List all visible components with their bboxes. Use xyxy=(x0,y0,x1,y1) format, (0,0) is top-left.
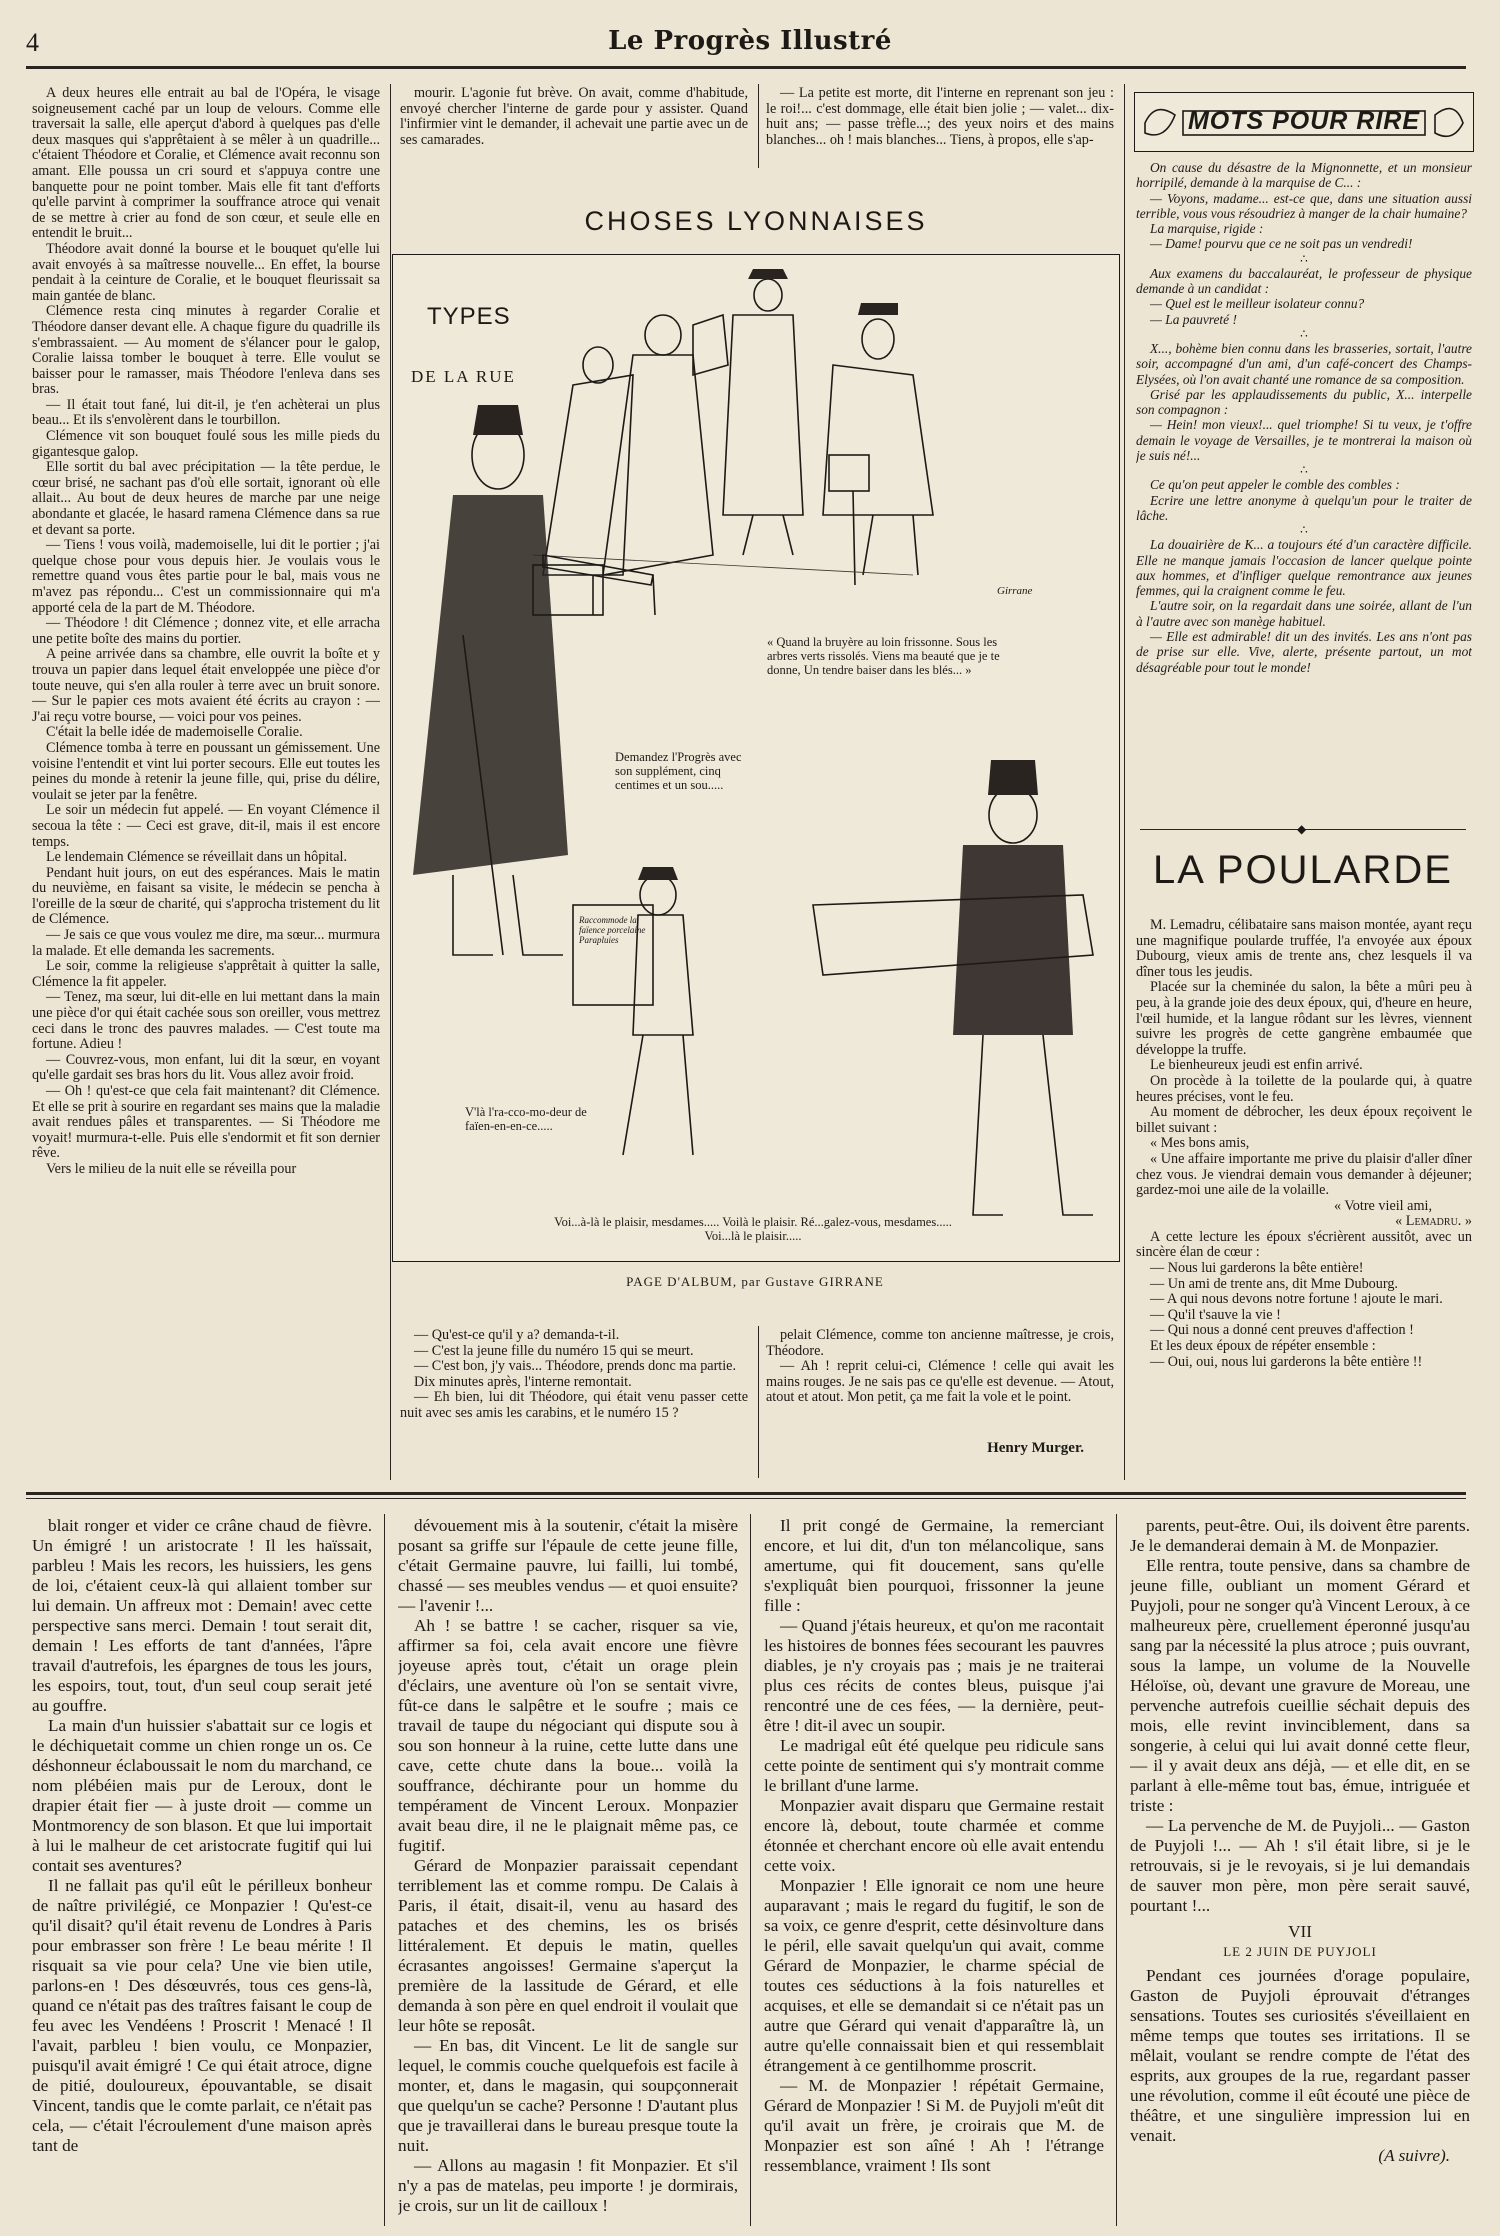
paragraph: Le soir, comme la religieuse s'apprêtait à quitter la salle, Clémence la fit appeler. xyxy=(32,958,380,990)
story-column-3-top: — La petite est morte, dit l'interne en reprenant son jeu : le roi!... c'est dommage, elle était bien jolie ; — valet... dix-huit ans; — passe trèfle...; des yeux noirs et des mains blanches... oh ! mais blanches... Tiens, à propos, elle s'ap- xyxy=(766,86,1114,148)
paragraph: parents, peut-être. Oui, ils doivent être parents. Je le demanderai demain à M. de Monpazier. xyxy=(1130,1516,1470,1555)
separator-ornament: ∴ xyxy=(1300,251,1308,266)
joke-paragraph: — Dame! pourvu que ce ne soit pas un vendredi! xyxy=(1150,236,1413,252)
paragraph: — C'est bon, j'y vais... Théodore, prends donc ma partie. xyxy=(414,1358,737,1375)
story-column-2-bottom xyxy=(400,1328,748,1478)
paragraph: Elle sortit du bal avec précipitation — la tête perdue, le cœur brisé, ne sachant pas d'où elle sortait, ignorant où elle allait... Au bout de deux heures de marche par une neige abondante et glacée, le hasard ramena Clémence dans sa rue et devant sa porte. xyxy=(32,459,380,538)
quote-bruyere: « Quand la bruyère au loin frissonne. Sous les arbres verts rissolés. Viens ma beauté que je te donne, Un tendre baiser dans les blés... » xyxy=(767,635,1000,677)
paragraph: C'était la belle idée de mademoiselle Coralie. xyxy=(46,724,303,741)
paragraph: — Nous lui garderons la bête entière! xyxy=(1150,1260,1364,1277)
paragraph: — Quand j'étais heureux, et qu'on me racontait les histoires de bonnes fées secourant les pauvres diables, je n'y croyais pas ; mais je ne traiterai plus ces récits de contes bleus, puisque j'ai rencontré une de ces fées, — la dernière, peut-être ! dit-il avec un soupir. xyxy=(764,1616,1104,1735)
quote-plaisir: Voi...à-là le plaisir, mesdames..... Voilà le plaisir. Ré...galez-vous, mesdames..... Voi...là le plaisir..... xyxy=(554,1215,952,1243)
mots-title: MOTS POUR RIRE xyxy=(1187,107,1421,135)
paragraph: Il prit congé de Germaine, la remerciant encore, et lui dit, d'un ton mélancolique, sans amertume, qui fit doucement, sans qu'elle s'expliquât bien pourquoi, frissonner la jeune fille : xyxy=(764,1516,1104,1615)
feuilleton-rule-thin xyxy=(26,1498,1466,1499)
column-divider xyxy=(758,84,759,168)
poularde-title: LA POULARDE xyxy=(1153,848,1453,892)
paragraph: — A qui nous devons notre fortune ! ajoute le mari. xyxy=(1150,1291,1443,1308)
joke-paragraph: — Elle est admirable! dit un des invités. Les ans n'ont pas de prise sur elle. Vive, alerte, présente partout, un mot désagréable pour tout le monde! xyxy=(1136,629,1472,675)
paragraph: Dix minutes après, l'interne remontait. xyxy=(414,1373,632,1390)
paragraph: Ah ! se battre ! se cacher, risquer sa vie, affirmer sa foi, cela avait encore une fièvre joyeuse après tout, c'était un orage plein d'éclairs, une aventure où l'on se sentait vivre, fût-ce dans le salpêtre et le soufre ; mais ce travail de taupe du négociant qui dispute sou à sou son honneur à la ruine, cette lutte dans une cave, cette chute dans la boue... voilà la souffrance, déchirante pour un homme du tempérament de Vincent Leroux. Monpazier avait beau dire, il ne le plaignait même pas, ce fugitif. xyxy=(398,1616,738,1855)
mender-sign: Raccommode la faïence porcelaine Parapluies xyxy=(579,915,646,945)
joke-paragraph: Ecrire une lettre anonyme à quelqu'un pour le traiter de lâche. xyxy=(1136,492,1472,523)
separator-ornament: ∴ xyxy=(1300,523,1308,538)
quote-raccommodeur: V'là l'ra-cco-mo-deur de faïen-en-en-ce..... xyxy=(465,1105,587,1133)
paragraph: — Allons au magasin ! fit Monpazier. Et s'il n'y a pas de matelas, peu importe ! je dormirais, je crois, sur un lit de cailloux ! xyxy=(398,2156,738,2215)
masthead-title: Le Progrès Illustré xyxy=(608,26,892,56)
artist-signature: Girrane xyxy=(997,585,1033,597)
joke-paragraph: — Voyons, madame... est-ce que, dans une situation aussi terrible, vous vous résoudriez à manger de la chair humaine? xyxy=(1136,190,1472,221)
paragraph: Placée sur la cheminée du salon, la bête a mûri peu à peu, à la grande joie des deux époux, qui, d'heure en heure, l'œil humide, et la langue rôdant sur les lèvres, viennent suivre les progrès de cette gangrène embaumée que développe la truffe. xyxy=(1136,979,1472,1058)
paragraph: Le madrigal eût été quelque peu ridicule sans cette pointe de sentiment qui s'y montrait comme le brillant d'une larme. xyxy=(764,1736,1104,1795)
illustration-caption: PAGE D'ALBUM, par Gustave GIRRANE xyxy=(626,1274,884,1289)
paragraph: Clémence resta cinq minutes à regarder Coralie et Théodore danser devant elle. A chaque figure du quadrille ils s'embrassaient. — Au moment de s'élancer pour le galop, Coralie laissa tomber le bouquet à terre. Elle voulut se baisser pour le ramasser, mais Théodore l'enleva dans ses bras. xyxy=(32,303,380,398)
column-divider xyxy=(758,1326,759,1478)
paragraph: — Qu'est-ce qu'il y a? demanda-t-il. xyxy=(414,1328,620,1343)
paragraph: Le lendemain Clémence se réveillait dans un hôpital. xyxy=(46,849,347,866)
feuilleton-column-3 xyxy=(764,1516,1104,2224)
paragraph: M. Lemadru, célibataire sans maison montée, ayant reçu une magnifique poularde truffée, l'a envoyée aux époux Dubourg, vieux amis de trente ans, chez lesquels il va dîner tous les jeudis. xyxy=(1136,918,1472,980)
paragraph: « Une affaire importante me prive du plaisir d'aller dîner chez vous. Je viendrai demain vous demander à déjeuner; gardez-moi une aile de la volaille. xyxy=(1136,1150,1472,1199)
paragraph: — Je sais ce que vous voulez me dire, ma sœur... murmura la malade. Et elle demanda les sacrements. xyxy=(32,927,380,959)
paragraph: Au moment de débrocher, les deux époux reçoivent le billet suivant : xyxy=(1136,1104,1472,1136)
diamond-ornament-icon: ◆ xyxy=(1297,822,1307,836)
paragraph: Le soir un médecin fut appelé. — En voyant Clémence il secoua la tête : — Ceci est grave, dit-il, mais il est encore temps. xyxy=(32,802,380,850)
paragraph: — Oh ! qu'est-ce que cela fait maintenant? dit Clémence. Et elle se prit à sourire en regardant ses mains que la maladie avait rendues pâles et transparentes. — Si Théodore me voyait! murmura-t-elle. Puis elle s'endormit et fit son dernier rêve. xyxy=(32,1083,380,1162)
illustration-frame xyxy=(392,254,1120,1262)
chapter-title: LE 2 JUIN DE PUYJOLI xyxy=(1223,1944,1377,1959)
paragraph: dévouement mis à la soutenir, c'était la misère posant sa griffe sur l'épaule de cette jeune fille, c'était Germaine pauvre, lui failli, lui tombé, chassé — ses meubles vendus — et quoi ensuite? — l'avenir !... xyxy=(398,1516,738,1615)
de-la-rue-label: DE LA RUE xyxy=(411,367,516,386)
paragraph: Monpazier ! Elle ignorait ce nom une heure auparavant ; mais le regard du fugitif, le son de sa voix, ce genre d'esprit, cette désinvolture dans le péril, elle savait quelqu'un qui avait, comme Gérard de Monpazier, le charme spécial de toutes ces séductions à la fois naturelles et acquises, et elle se demandait si ce n'était pas un autre que Gérard qui venait d'apparaître là, un autre qu'elle connaissait bien et qui ressemblait étrangement à ce gentilhomme proscrit. xyxy=(764,1876,1104,2075)
paragraph: On procède à la toilette de la poularde qui, à quatre heures précises, vont le feu. xyxy=(1136,1072,1472,1105)
mots-banner xyxy=(1134,92,1474,152)
letter-closing: « Votre vieil ami, xyxy=(1334,1197,1432,1214)
column-divider xyxy=(750,1514,751,2226)
paragraph: Monpazier avait disparu que Germaine restait encore là, debout, toute charmée et comme étonnée et cherchant encore où elle avait entendu cette voix. xyxy=(764,1796,1104,1875)
mots-column xyxy=(1136,160,1472,820)
feuilleton-column-2 xyxy=(398,1516,738,2224)
joke-paragraph: L'autre soir, on la regardait dans une soirée, allant de l'un à l'autre avec son manège habituel. xyxy=(1136,598,1472,629)
paragraph: — En bas, dit Vincent. Le lit de sangle sur lequel, le commis couche quelquefois est facile à monter, et, dans le magasin, qui soupçonnerait que quelqu'un se cache? Personne ! D'autant plus que je travaillerai dans le bureau presque toute la nuit. xyxy=(398,2036,738,2155)
types-label: TYPES xyxy=(427,303,511,330)
letter-signature: « Lemadru. » xyxy=(1395,1213,1472,1230)
joke-paragraph: Grisé par les applaudissements du public, X... interpelle son compagnon : xyxy=(1136,386,1472,418)
paragraph: pelait Clémence, comme ton ancienne maîtresse, je crois, Théodore. xyxy=(766,1328,1114,1359)
paragraph: A peine arrivée dans sa chambre, elle ouvrit la boîte et y trouva un papier dans lequel était enveloppée une pièce d'or toute neuve, qui s'en alla rouler à terre avec un bruit sonore. — Sur le papier ces mots avaient été écrits au crayon : — J'ai reçu votre bourse, — voici pour vos peines. xyxy=(32,646,380,725)
column-divider xyxy=(390,84,391,1480)
pleasure-vendor-figure xyxy=(813,760,1093,1215)
paragraph: — Oui, oui, nous lui garderons la bête entière !! xyxy=(1150,1353,1423,1370)
feuilleton-column-1 xyxy=(32,1516,372,2224)
paragraph: Vers le milieu de la nuit elle se réveilla pour xyxy=(46,1160,297,1177)
story-column-2-top: mourir. L'agonie fut brève. On avait, comme d'habitude, envoyé chercher l'interne de garde pour y assister. Quand l'infirmier vint le demander, il achevait une partie avec un de ses camarades. xyxy=(400,86,748,148)
paragraph: — Théodore ! dit Clémence ; donnez vite, et elle arracha une petite boîte des mains du portier. xyxy=(32,615,380,647)
chapter-number: VII xyxy=(1288,1922,1312,1941)
paragraph: La main d'un huissier s'abattait sur ce logis et le déchiquetait comme un chien ronge un os. Ce déshonneur éclaboussait le nom du marchand, ce nom plébéien mais pur de Leroux, dont le drapier était fier — à juste droit — comme un Montmorency de son blason. Et que lui importait à lui le malheur de cet aristocrate fugitif qui lui contait ses aventures? xyxy=(32,1716,372,1875)
joke-paragraph: La marquise, rigide : xyxy=(1150,221,1264,237)
joke-paragraph: — La pauvreté ! xyxy=(1150,311,1237,327)
paragraph: Clémence tomba à terre en poussant un gémissement. Une voisine l'entendit et vint lui porter secours. Elle eut toutes les peines du monde à retenir la jeune fille, qui, prise du délire, voulait se jeter par la fenêtre. xyxy=(32,739,380,803)
paragraph: — C'est la jeune fille du numéro 15 qui se meurt. xyxy=(414,1342,694,1359)
paragraph: Théodore avait donné la bourse et le bouquet qu'elle lui avait envoyés à sa maîtresse nouvelle... En effet, la bourse pendait à la ceinture de Coralie, et le bouquet fleurissait sa main gantée de blanc. xyxy=(32,240,380,304)
paragraph: — Tenez, ma sœur, lui dit-elle en lui mettant dans la main une pièce d'or qui était cachée sous son oreiller, vous mettrez ceci dans le tronc des pauvres malades. — C'est toute ma fortune. Adieu ! xyxy=(32,989,380,1053)
column-divider xyxy=(384,1514,385,2226)
paragraph: — Couvrez-vous, mon enfant, lui dit la sœur, en voyant qu'elle gardait ses bras hors du lit. Vous allez avoir froid. xyxy=(32,1051,380,1084)
paragraph: Il ne fallait pas qu'il eût le périlleux bonheur de naître privilégié, ce Monpazier ! Qu'est-ce qu'il disait? qu'il était revenu de Londres à Paris pour embrasser son frère ! Le beau mérite ! Il risquait sa vie pour cela? Une vie bien utile, parlons-en ! Des désœuvrés, tous ces gens-là, quand ce n'était pas des traîtres faisant le coup de feu avec les Vendéens ! Proscrit ! Menacé ! Il l'avait, parbleu ! bien voulu, ce Monpazier, puisqu'il avait émigré ! Ce qui était atroce, digne de pitié, douloureux, épouvantable, se disait Vincent, tandis que le comte parlait, ce n'était pas cela, — c'était l'écroulement d'une maison après tant de xyxy=(32,1876,372,2155)
paragraph: Le bienheureux jeudi est enfin arrivé. xyxy=(1150,1057,1363,1074)
to-be-continued: (A suivre). xyxy=(1378,2146,1450,2165)
paragraph: blait ronger et vider ce crâne chaud de fièvre. Un émigré ! un aristocrate ! Il les haïssait, parbleu ! Mais les recors, les huissiers, les gens de loi, c'étaient ceux-là qui allaient tomber sur lui demain. Un affreux mot : Demain! avec cette perspective sans merci. Demain ! tout serait dit, demain ! Les efforts de tant d'années, l'âpre travail d'autrefois, les épargnes de tous les jours, les espoirs, tout, tout, d'un seul coup serait jeté au gouffre. xyxy=(32,1516,372,1715)
joke-paragraph: Ce qu'on peut appeler le comble des combles : xyxy=(1150,477,1400,493)
quote-progres: Demandez l'Progrès avec son supplément, cinq centimes et un sou..... xyxy=(615,750,742,792)
paragraph: — Eh bien, lui dit Théodore, qui était venu passer cette nuit avec ses amis les carabins, et le numéro 15 ? xyxy=(400,1389,748,1421)
joke-paragraph: X..., bohème bien connu dans les brasseries, sortait, l'autre soir, accompagné d'un ami, d'un café-concert des Champs-Elysées, où l'on avait chanté une romance de sa composition. xyxy=(1136,340,1472,387)
joke-paragraph: — Hein! mon vieux!... quel triomphe! Si tu veux, je t'offre demain le voyage de Versailles, je te montrerai la maison où je suis né!... xyxy=(1136,417,1472,464)
paragraph: « Mes bons amis, xyxy=(1150,1135,1250,1152)
poularde-column xyxy=(1136,918,1472,1478)
group-figures xyxy=(533,269,933,615)
column-divider xyxy=(1116,1514,1117,2226)
paragraph: — Tiens ! vous voilà, mademoiselle, lui dit le portier ; j'ai quelque chose pour vous depuis hier. Je voulais vous le remettre quand vous êtes partie pour le bal, mais vous ne m'avez pas répondu... C'est un commissionnaire qui m'a apporté cela de la part de M. Théodore. xyxy=(32,537,380,616)
joke-paragraph: La douairière de K... a toujours été d'un caractère difficile. Elle ne manque jamais l'occasion de lancer quelque pointe aux hommes, et d'infliger quelque remontrance aux jeunes femmes, qui la craignent comme le feu. xyxy=(1136,537,1472,599)
paragraph: — Ah ! reprit celui-ci, Clémence ! celle qui avait les mains rouges. Je ne sais pas ce qu'elle est devenue. — Atout, atout et atout. Mon petit, ça me fait la vole et le point. xyxy=(766,1358,1114,1406)
paragraph: — Il était tout fané, lui dit-il, je t'en achèterai un plus beau... Et ils s'envolèrent dans le tourbillon. xyxy=(32,396,380,429)
illustration-heading: CHOSES LYONNAISES xyxy=(584,206,928,236)
separator-ornament: ∴ xyxy=(1300,326,1308,341)
paragraph: — Qu'il t'sauve la vie ! xyxy=(1150,1306,1281,1323)
separator-ornament: ∴ xyxy=(1300,463,1308,478)
joke-paragraph: On cause du désastre de la Mignonnette, et un monsieur horripilé, demande à la marquise de C... : xyxy=(1136,160,1472,191)
paragraph: Et les deux époux de répéter ensemble : xyxy=(1150,1338,1376,1355)
paragraph: — La pervenche de M. de Puyjoli... — Gaston de Puyjoli !... — Ah ! s'il était libre, si je le retrouvais, si je le revoyais, si je lui demandais de sauver mon père, mon père serait sauvé, pourtant !... xyxy=(1130,1816,1470,1915)
author-signature: Henry Murger. xyxy=(987,1440,1084,1456)
paragraph: Clémence vit son bouquet foulé sous les mille pieds du gigantesque galop. xyxy=(32,428,380,460)
paragraph: A cette lecture les époux s'écrièrent aussitôt, avec un sincère élan de cœur : xyxy=(1136,1228,1472,1261)
paragraph: Gérard de Monpazier paraissait cependant terriblement las et comme rompu. De Calais à Paris, il était, disait-il, venu au hasard des pataches et des chemins, les os brisés littéralement. Et depuis le matin, quelles écrasantes angoisses! Germaine s'aperçut la première de la lassitude de Gérard, et elle demanda à son père en quel endroit il voulait que leur hôte se reposât. xyxy=(398,1856,738,2035)
feuilleton-column-4 xyxy=(1130,1516,1470,2224)
newspaper-seller-figure xyxy=(413,405,653,955)
paragraph: — M. de Monpazier ! répétait Germaine, Gérard de Monpazier ! Si M. de Puyjoli m'eût dit qu'il avait un frère, je croirais que M. de Monpazier est son aîné ! Ah ! l'étrange ressemblance, vraiment ! Ils sont xyxy=(764,2076,1104,2175)
feuilleton-rule xyxy=(26,1492,1466,1495)
joke-paragraph: — Quel est le meilleur isolateur connu? xyxy=(1150,296,1365,312)
page-number: 4 xyxy=(26,28,39,57)
column-divider xyxy=(1124,84,1125,1480)
paragraph: Elle rentra, toute pensive, dans sa chambre de jeune fille, oubliant un moment Gérard et Puyjoli, pour ne songer qu'à Vincent Leroux, à ce malheureux père, cruellement éperonné jusqu'au sang par la nécessité la plus atroce ; puis ouvrant, sous la lampe, un volume de la Nouvelle Héloïse, où, devant une gravure de Moreau, une pervenche autrefois cueillie séchait depuis des mois, elle revint invinciblement, dans sa songerie, à celui qui lui avait donné cette fleur, — il y avait deux ans déjà, — et elle dit, en se parlant à elle-même tout bas, émue, intriguée et triste : xyxy=(1130,1556,1470,1815)
masthead-rule xyxy=(26,66,1466,69)
paragraph: Pendant huit jours, on eut des espérances. Mais le matin du neuvième, en faisant sa visite, le médecin se pencha à l'oreille de la sœur de charité, qui s'approcha tristement du lit de Clémence. xyxy=(32,864,380,928)
paragraph: A deux heures elle entrait au bal de l'Opéra, le visage soigneusement caché par un loup de velours. Comme elle traversait la salle, elle aperçut d'abord à quelques pas d'elle deux masques qui s'apprêtaient à se mêler à un quadrille... c'étaient Théodore et Coralie, et Clémence avait reconnu son amant. Elle poussa un cri sourd et s'appuya contre une banquette pour ne point tomber. Mais elle fit tant d'efforts qu'elle parvint à comprimer la souffrance atroce qui venait de se mettre à crier au fond de son cœur, et seule elle en entendit le bruit... xyxy=(32,86,380,242)
paragraph: Pendant ces journées d'orage populaire, Gaston de Puyjoli éprouvait d'étranges sensations. Toutes ses curiosités s'éveillaient en même temps que toutes ses irritations. Il se mêlait, voulant se rendre compte de l'état des esprits, aux groupes de la rue, regardant passer une révolution, comme il eût écouté une pièce de théâtre, et une singulière impression lui en venait. xyxy=(1130,1966,1470,2145)
story-column-1 xyxy=(32,86,380,1478)
paragraph: — Qui nous a donné cent preuves d'affection ! xyxy=(1150,1322,1414,1339)
story-column-3-bottom xyxy=(766,1328,1114,1438)
joke-paragraph: Aux examens du baccalauréat, le professeur de physique demande à un candidat : xyxy=(1136,265,1472,297)
paragraph: — Un ami de trente ans, dit Mme Dubourg. xyxy=(1150,1275,1398,1292)
